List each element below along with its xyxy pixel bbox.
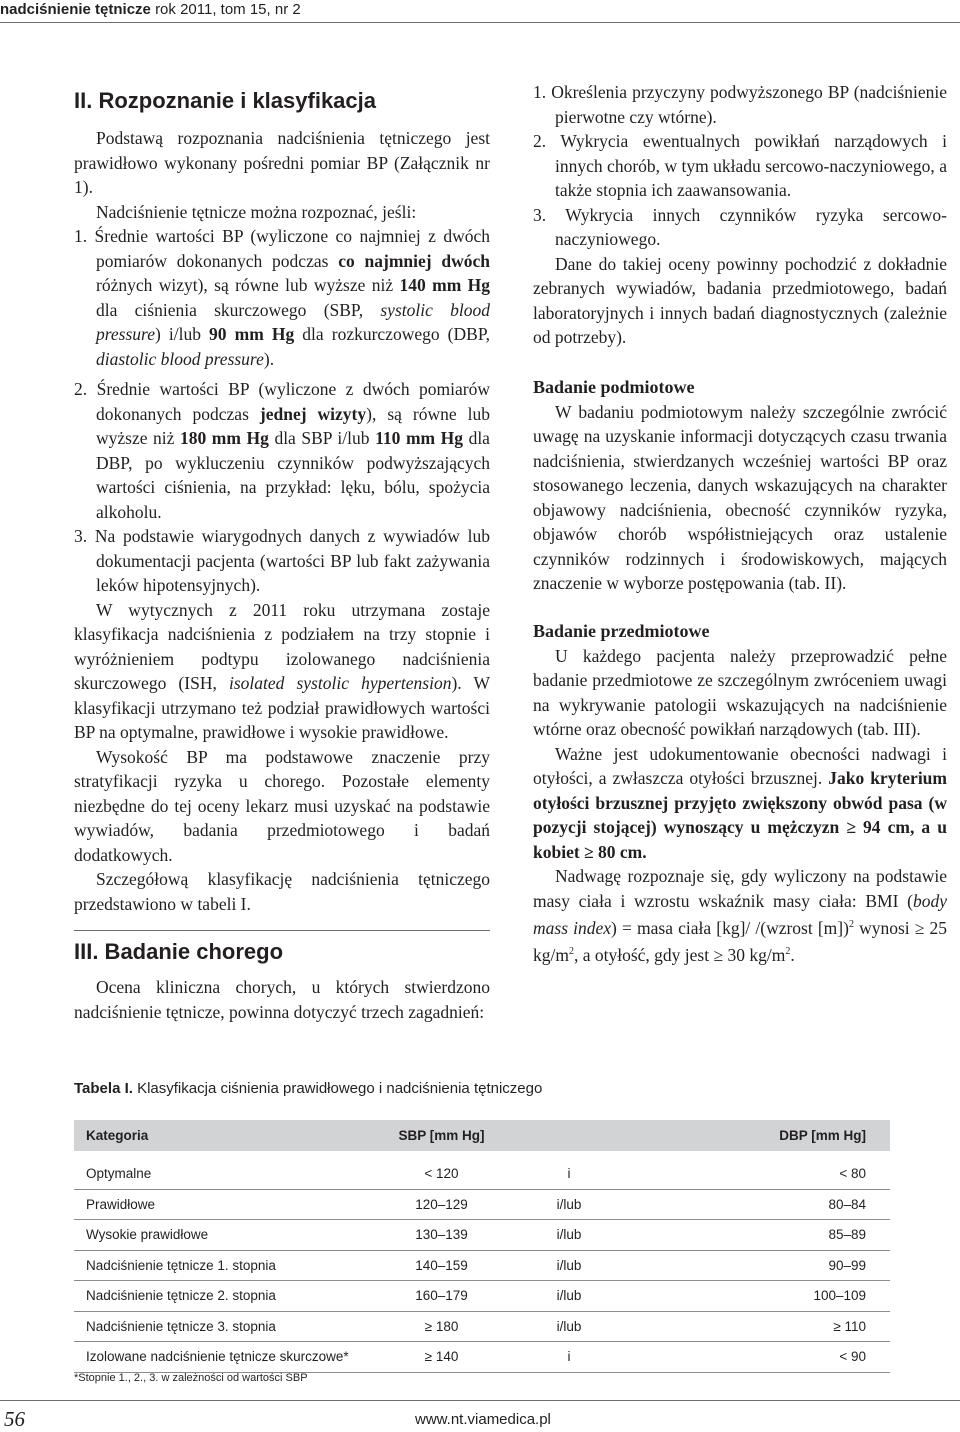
footer-url: www.nt.viamedica.pl [415,1411,551,1428]
table-footnote: *Stopnie 1., 2., 3. w zależności od wartości SBP [74,1372,308,1384]
page-number: 56 [4,1407,25,1431]
criteria-list [74,224,490,598]
assessment-list [533,80,947,252]
list-item: 1. Określenia przyczyny podwyższonego BP (nadciśnienie pierwotne czy wtórne). [533,82,947,127]
table-row: Nadciśnienie tętnicze 1. stopnia 140–159 i/lub 90–99 [74,1250,890,1281]
paragraph: W badaniu podmiotowym należy szczególnie zwrócić uwagę na uzyskanie informacji dotyczących czasu trwania nadciśnienia, stwierdzanych wcześniej wartości BP oraz stosowanego leczenia, danych wskazujących na charakter objawowy nadciśnienia, obecność czynników ryzyka, objawów chorób współistniejących oraz ustalenie czynników rodzinnych i środowiskowych, mających znaczenie w wyborze postępowania (tab. II). [533,401,947,593]
footer-rule [0,1400,960,1401]
table-row: Nadciśnienie tętnicze 3. stopnia ≥ 180 i/lub ≥ 110 [74,1311,890,1342]
paragraph: W wytycznych z 2011 roku utrzymana zostaje klasyfikacja nadciśnienia z podziałem na trzy stopnie i wyróżnieniem podtypu izolowanego nadciśnienia skurczowego (ISH, isolated systolic hypertension). W klasyfikacji utrzymano też podział prawidłowych wartości BP na optymalne, prawidłowe i wysokie prawidłowe. [74,599,490,742]
list-item: 3. Na podstawie wiarygodnych danych z wywiadów lub dokumentacji pacjenta (wartości BP lub fakt zażywania leków hipotensyjnych). [74,526,490,595]
section-title-2: II. Rozpoznanie i klasyfikacja [74,88,376,113]
paragraph: U każdego pacjenta należy przeprowadzić pełne badanie przedmiotowe ze szczególnym zwróceniem uwagi na wykrywanie patologii wskazujących na nadciśnienie wtórne oraz obecność powikłań narządowych (tab. III). [533,645,947,739]
paragraph: Podstawą rozpoznania nadciśnienia tętniczego jest prawidłowo wykonany pośredni pomiar BP (Załącznik nr 1). [74,128,490,197]
table-title: Klasyfikacja ciśnienia prawidłowego i nadciśnienia tętniczego [132,1080,543,1097]
paragraph: Ocena kliniczna chorych, u których stwierdzono nadciśnienie tętnicze, powinna dotyczyć trzech zagadnień: [74,977,490,1022]
table-label: Tabela I. [74,1080,133,1097]
running-header [0,0,960,20]
issue-info: rok 2011, tom 15, nr 2 [155,1,301,18]
subheading-subjective: Badanie podmiotowe [533,376,695,397]
table-caption [74,1080,542,1097]
paragraph: Nadwagę rozpoznaje się, gdy wyliczony na podstawie masy ciała i wzrostu wskaźnik masy ciała: BMI (body mass index) = masa ciała [kg]/ /(wzrost [m])$^2$ wynosi ≥ 25 $kg/m^2$, a otyłość, gdy jest ≥ 30 $kg/m^2$. [533,866,948,966]
table-row: Nadciśnienie tętnicze 2. stopnia 160–179 i/lub 100–109 [74,1281,890,1312]
header-dbp: DBP [mm Hg] [779,1128,866,1143]
subheading-objective: Badanie przedmiotowe [533,620,710,641]
paragraph: Ważne jest udokumentowanie obecności nadwagi i otyłości, a zwłaszcza otyłości brzusznej. Jako kryterium otyłości brzusznej przyjęto zwiększony obwód pasa (w pozycji stojącej) wynoszący u mężczyzn ≥ 94 cm, a u kobiet ≥ 80 cm. [533,743,947,862]
section-title-3: III. Badanie chorego [74,939,284,964]
section-rule-3 [74,930,490,931]
header-sbp: SBP [mm Hg] [398,1128,485,1143]
header-category: Kategoria [86,1128,149,1143]
right-column [533,80,947,968]
paragraph: Dane do takiej oceny powinny pochodzić z dokładnie zebranych wywiadów, badania przedmiotowego, badań laboratoryjnych i innych badań diagnostycznych (zależnie od potrzeby). [533,253,947,347]
table-row: Wysokie prawidłowe 130–139 i/lub 85–89 [74,1220,890,1251]
table-header-row [74,1120,890,1151]
table-row: Prawidłowe 120–129 i/lub 80–84 [74,1189,890,1220]
paragraph: Nadciśnienie tętnicze można rozpoznać, jeśli: [96,201,417,222]
paragraph: Wysokość BP ma podstawowe znaczenie przy stratyfikacji ryzyka u chorego. Pozostałe elementy niezbędne do tej oceny lekarz musi uzyskać na podstawie wywiadów, badania przedmiotowego i badań dodatkowych. [74,746,490,865]
list-item: 2. Wykrycia ewentualnych powikłań narządowych i innych chorób, w tym układu sercowo-naczyniowego, a także stopnia ich zaawansowania. [533,131,947,200]
journal-name: nadciśnienie tętnicze [0,1,151,18]
list-item: 2. Średnie wartości BP (wyliczone z dwóch pomiarów dokonanych podczas jednej wizyty), są równe lub wyższe niż 180 mm Hg dla SBP i/lub 110 mm Hg dla DBP, po wykluczeniu czynników podwyższających wartości ciśnienia, na przykład: lęku, bólu, spożycia alkoholu. [74,379,490,522]
table-row: Optymalne < 120 i < 80 [74,1159,890,1189]
left-column [74,88,490,916]
paragraph: Szczegółową klasyfikację nadciśnienia tętniczego przedstawiono w tabeli I. [74,869,490,914]
classification-table [74,1120,890,1373]
list-item: 1. Średnie wartości BP (wyliczone co najmniej z dwóch pomiarów dokonanych podczas co najmniej dwóch różnych wizyt), są równe lub wyższe niż 140 mm Hg dla ciśnienia skurczowego (SBP, systolic blood pressure) i/lub 90 mm Hg dla rozkurczowego (DBP, diastolic blood pressure). [74,226,491,369]
header-rule [0,22,960,23]
left-column-section3 [74,937,490,1024]
list-item: 3. Wykrycia innych czynników ryzyka sercowo-naczyniowego. [533,204,947,249]
table-row: Izolowane nadciśnienie tętnicze skurczowe* ≥ 140 i < 90 [74,1342,890,1373]
